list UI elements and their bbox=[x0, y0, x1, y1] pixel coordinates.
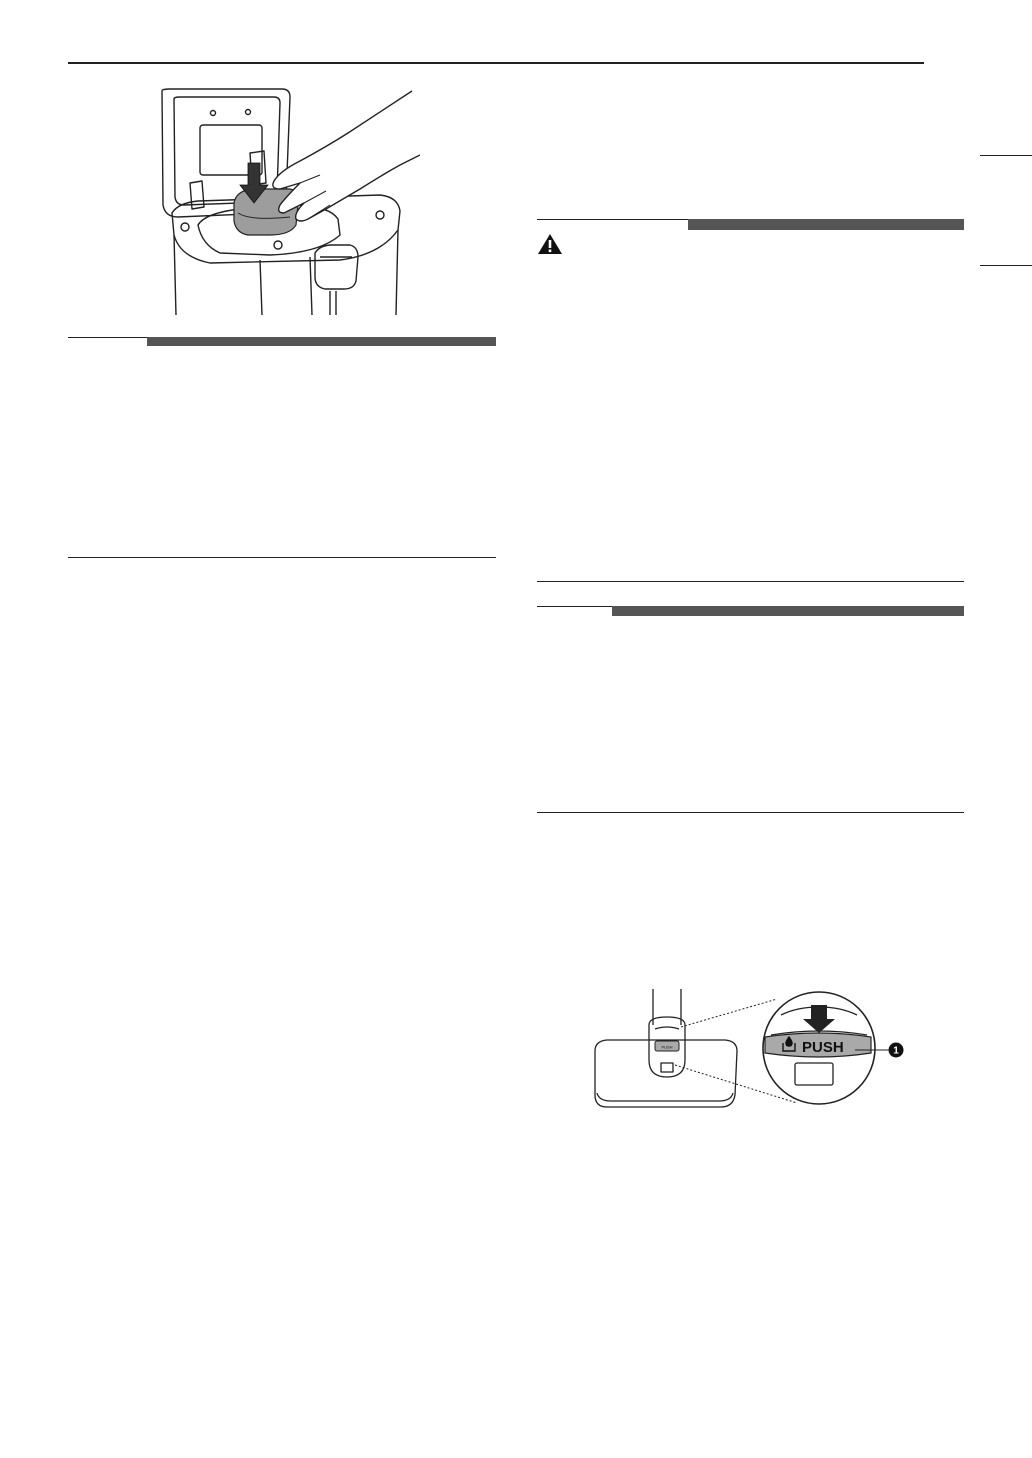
page-header-rule bbox=[68, 62, 924, 64]
margin-tab-mark-upper bbox=[980, 155, 1032, 156]
filter-insertion-illustration bbox=[150, 85, 420, 320]
push-label: PUSH bbox=[802, 1039, 844, 1056]
warning-triangle-icon bbox=[537, 233, 563, 255]
warning-header-bar bbox=[688, 219, 964, 230]
warning-end-rule bbox=[537, 581, 964, 582]
section-header-bar-right bbox=[612, 606, 964, 616]
mop-push-button-illustration bbox=[585, 985, 915, 1115]
nozzle-push-label-small: PUSH bbox=[661, 1044, 673, 1050]
margin-tab-mark-lower bbox=[980, 265, 1032, 266]
section-header-bar-left bbox=[147, 337, 496, 346]
callout-number: 1 bbox=[893, 1045, 899, 1057]
section-end-rule-right bbox=[537, 812, 964, 813]
section-end-rule-left bbox=[68, 557, 496, 558]
section-header-rule-left bbox=[68, 337, 148, 338]
warning-header-rule bbox=[537, 219, 689, 220]
section-header-rule-right bbox=[537, 606, 613, 607]
